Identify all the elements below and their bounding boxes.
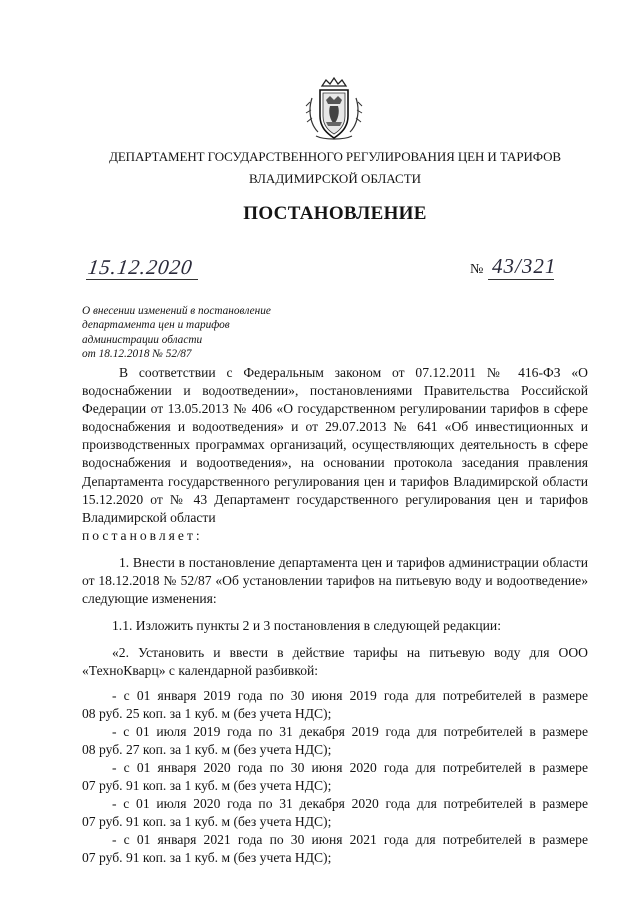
tariff-item [82,723,588,759]
date-underline [86,279,198,280]
document-title: ПОСТАНОВЛЕНИЕ [243,203,427,224]
tariff-period: - с 01 июля 2019 года по 31 декабря 2019 года для потребителей в размере [112,723,588,739]
tariff-item [82,831,588,867]
tariff-period: - с 01 января 2021 года по 30 июня 2021 года для потребителей в размере [112,832,588,848]
document-subject [82,304,322,361]
subject-line: от 18.12.2018 № 52/87 [82,347,192,360]
tariff-item [82,687,588,723]
coat-of-arms-icon [304,76,364,142]
tariff-amount: 08 руб. 25 коп. за 1 куб. м (без учета НДС); [82,705,332,721]
department-name-line1: ДЕПАРТАМЕНТ ГОСУДАРСТВЕННОГО РЕГУЛИРОВАНИЯ ЦЕН И ТАРИФОВ [109,149,561,164]
subject-line: департамента цен и тарифов [82,319,230,332]
item-1-paragraph: 1. Внести в постановление департамента цен и тарифов администрации области от 18.12.2018 № 52/87 «Об установлении тарифов на питьевую воду и водоотведение» следующие изменения: [82,554,588,607]
preamble-paragraph: В соответствии с Федеральным законом от 07.12.2011 № 416-ФЗ «О водоснабжении и водоотведении», постановлениями Правительства Российской Федерации от 13.05.2013 № 406 «О государственном регулировании тарифов в сфере водоснабжения и водоотведения» и от 29.07.2013 № 641 «Об инвестиционных и производственных программах организаций, осуществляющих деятельность в сфере водоснабжения и водоотведения», на основании протокола заседания правления Департамента государственного регулирования цен и тарифов Владимирской области 15.12.2020 от № 43 Департамент государственного регулирования цен и тарифов Владимирской области [82,365,588,525]
item-1-1-paragraph: 1.1. Изложить пункты 2 и 3 постановления в следующей редакции: [112,618,501,634]
tariff-amount: 07 руб. 91 коп. за 1 куб. м (без учета НДС); [82,814,332,830]
tariff-list [82,687,588,868]
handwritten-number: 43/321 [492,254,557,278]
handwritten-date: 15.12.2020 [86,255,195,279]
quote-item-2-paragraph: «2. Установить и ввести в действие тарифы на питьевую воду для ООО «ТехноКварц» с календарной разбивкой: [82,645,588,679]
tariff-amount: 07 руб. 91 коп. за 1 куб. м (без учета НДС); [82,777,332,793]
department-name-line2: ВЛАДИМИРСКОЙ ОБЛАСТИ [248,171,422,186]
tariff-period: - с 01 января 2019 года по 30 июня 2019 года для потребителей в размере [112,687,588,703]
subject-line: О внесении изменений в постановление [82,305,271,317]
tariff-amount: 08 руб. 27 коп. за 1 куб. м (без учета НДС); [82,741,332,757]
number-underline [488,279,554,280]
tariff-period: - с 01 января 2020 года по 30 июня 2020 года для потребителей в размере [112,759,588,775]
subject-line: администрации области [82,333,203,346]
number-sign: № [470,262,484,277]
tariff-amount: 07 руб. 91 коп. за 1 куб. м (без учета НДС); [82,850,332,866]
resolves-word: постановляет: [82,527,203,543]
tariff-item [82,759,588,795]
tariff-period: - с 01 июля 2020 года по 31 декабря 2020 года для потребителей в размере [112,796,588,812]
document-body [82,364,588,867]
tariff-item [82,795,588,831]
